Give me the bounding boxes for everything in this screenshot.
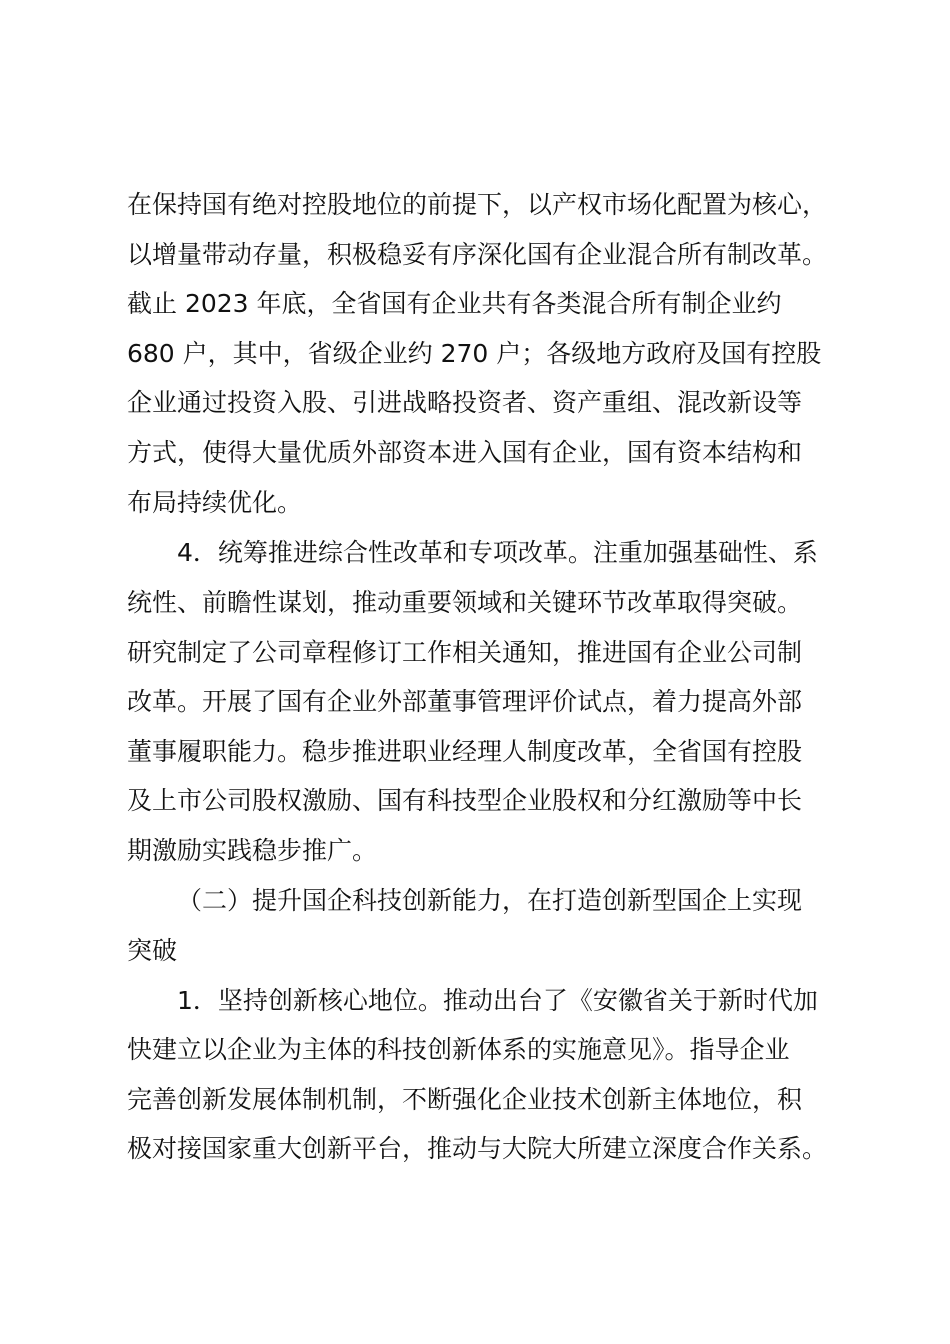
text-line: 董事履职能力。稳步推进职业经理人制度改革，全省国有控股 (127, 737, 803, 766)
text-line: 在保持国有绝对控股地位的前提下，以产权市场化配置为核心， (127, 190, 828, 219)
text-line: 研究制定了公司章程修订工作相关通知，推进国有企业公司制 (127, 638, 803, 667)
text-line: 企业通过投资入股、引进战略投资者、资产重组、混改新设等 (127, 388, 803, 417)
text-line: 快建立以企业为主体的科技创新体系的实施意见》。指导企业 (127, 1035, 790, 1064)
text-line: 期激励实践稳步推广。 (127, 836, 378, 865)
text-line: 完善创新发展体制机制，不断强化企业技术创新主体地位，积 (127, 1085, 803, 1114)
section-heading: （二）提升国企科技创新能力，在打造创新型国企上实现 (177, 886, 803, 915)
text-line: 截止 2023 年底，全省国有企业共有各类混合所有制企业约 (127, 289, 782, 318)
section-heading: 突破 (127, 936, 178, 965)
text-line: 统性、前瞻性谋划，推动重要领域和关键环节改革取得突破。 (127, 588, 803, 617)
text-line: 以增量带动存量，积极稳妥有序深化国有企业混合所有制改革。 (127, 240, 828, 269)
text-line: 改革。开展了国有企业外部董事管理评价试点，着力提高外部 (127, 687, 803, 716)
text-line: 方式，使得大量优质外部资本进入国有企业，国有资本结构和 (127, 438, 803, 467)
text-line: 1．坚持创新核心地位。推动出台了《安徽省关于新时代加 (177, 986, 818, 1015)
text-line: 及上市公司股权激励、国有科技型企业股权和分红激励等中长 (127, 786, 803, 815)
text-line: 4．统筹推进综合性改革和专项改革。注重加强基础性、系 (177, 538, 818, 567)
text-line: 680 户，其中，省级企业约 270 户；各级地方政府及国有控股 (127, 339, 822, 368)
text-line: 极对接国家重大创新平台，推动与大院大所建立深度合作关系。 (127, 1134, 828, 1163)
text-line: 布局持续优化。 (127, 488, 303, 517)
